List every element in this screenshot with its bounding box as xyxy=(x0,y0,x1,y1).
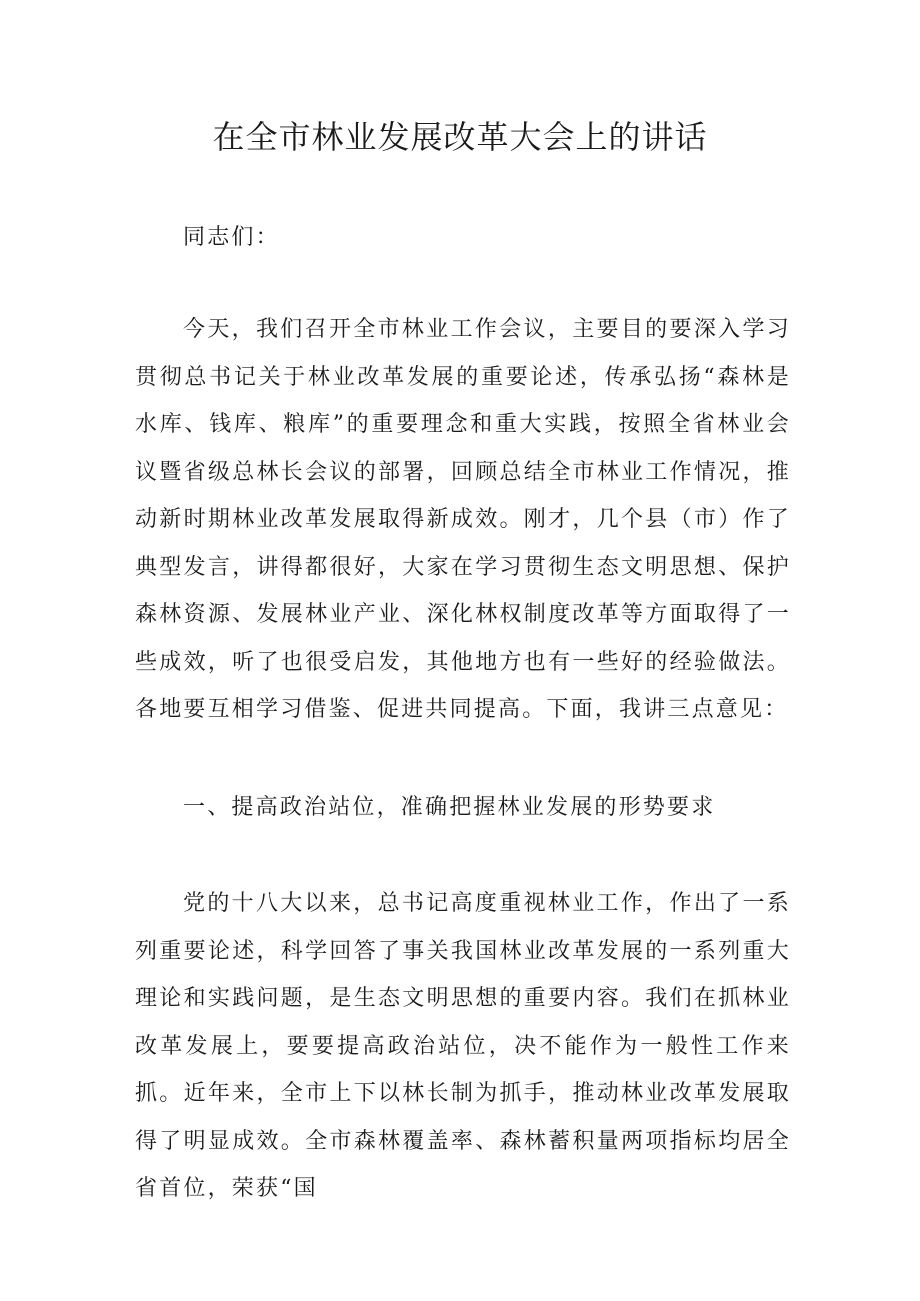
intro-paragraph: 今天，我们召开全市林业工作会议，主要目的要深入学习贯彻总书记关于林业改革发展的重要论述，传承弘扬“森林是水库、钱库、粮库”的重要理念和重大实践，按照全省林业会议暨省级总林长会议的部署，回顾总结全市林业工作情况，推动新时期林业改革发展取得新成效。刚才，几个县（市）作了典型发言，讲得都很好，大家在学习贯彻生态文明思想、保护森林资源、发展林业产业、深化林权制度改革等方面取得了一些成效，听了也很受启发，其他地方也有一些好的经验做法。各地要互相学习借鉴、促进共同提高。下面，我讲三点意见： xyxy=(135,317,791,722)
section-heading-1: 一、提高政治站位，准确把握林业发展的形势要求 xyxy=(183,795,716,820)
document-title: 在全市林业发展改革大会上的讲话 xyxy=(212,118,708,156)
salutation: 同志们： xyxy=(183,225,280,250)
section-body-1: 党的十八大以来，总书记高度重视林业工作，作出了一系列重要论述，科学回答了事关我国林业改革发展的一系列重大理论和实践问题，是生态文明思想的重要内容。我们在抓林业改革发展上，要要提高政治站位，决不能作为一般性工作来抓。近年来，全市上下以林长制为抓手，推动林业改革发展取得了明显成效。全市森林覆盖率、森林蓄积量两项指标均居全省首位，荣获“国 xyxy=(135,891,791,1201)
